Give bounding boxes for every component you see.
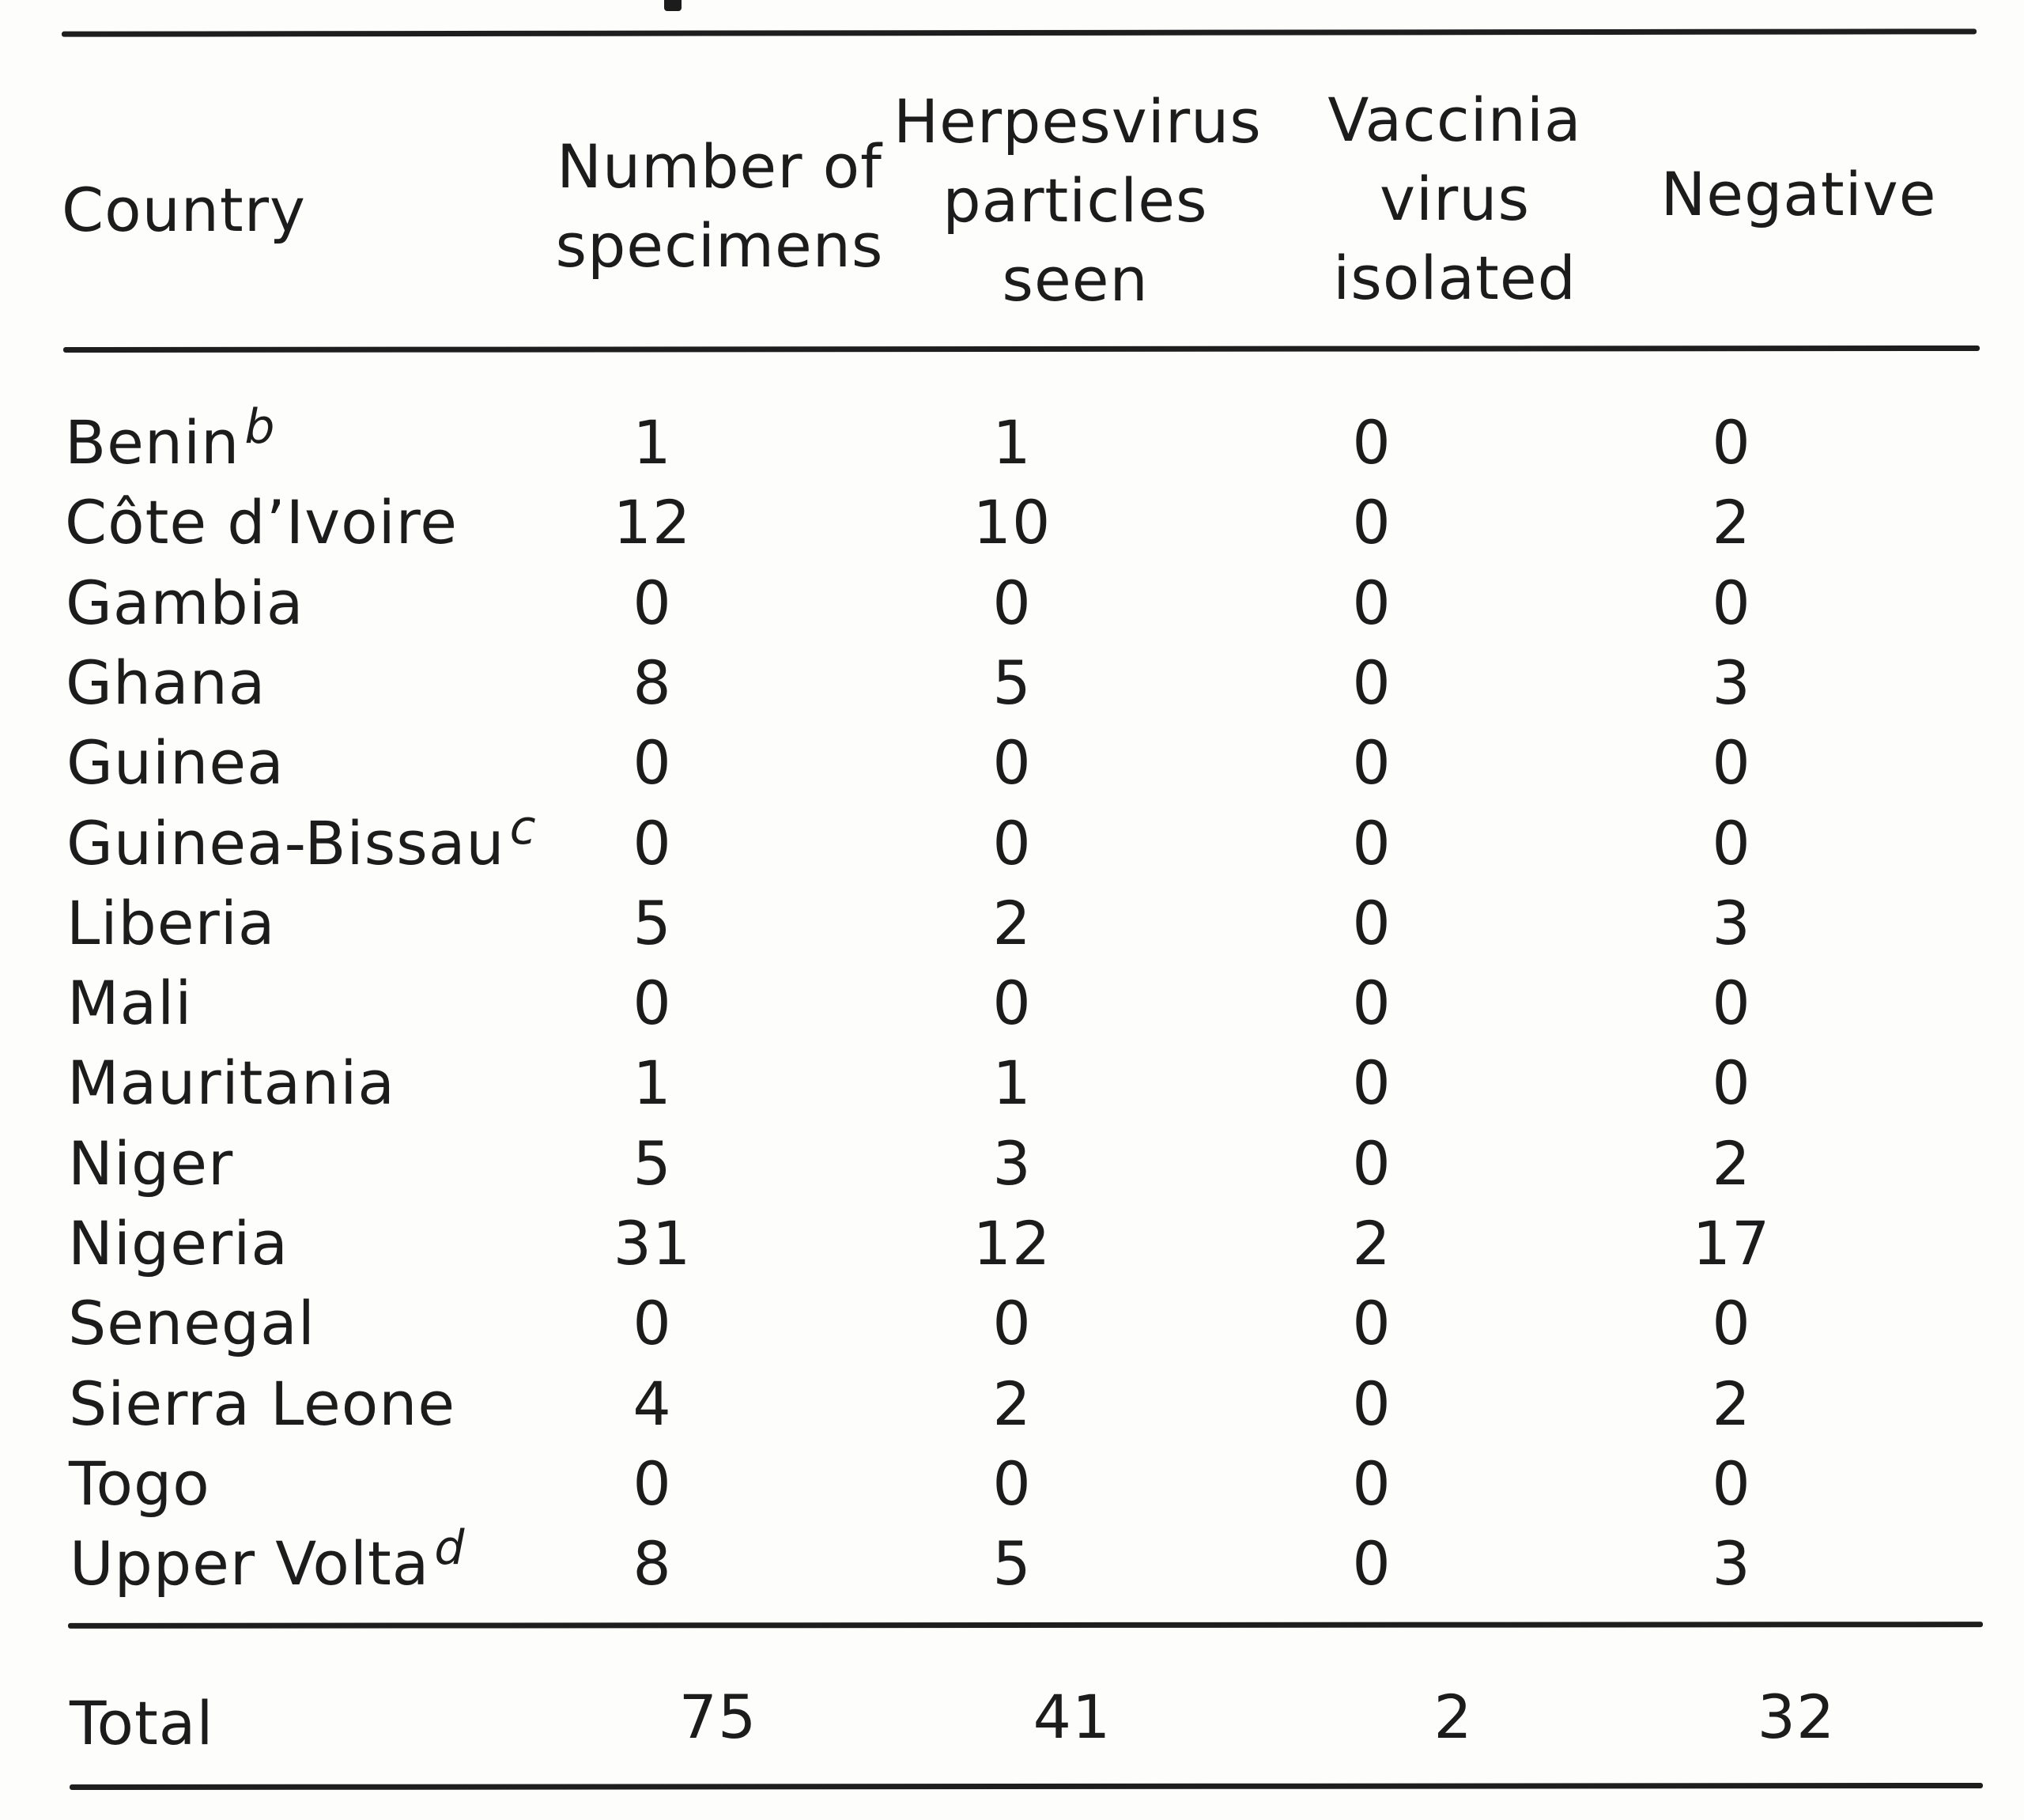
cell-herpesvirus: 0 bbox=[992, 727, 1032, 798]
table-bottom-rule bbox=[70, 1783, 1983, 1790]
cell-negative: 3 bbox=[1712, 1528, 1751, 1599]
cell-country bbox=[68, 1128, 234, 1199]
country-name: Niger bbox=[68, 1128, 234, 1199]
header-country: Country bbox=[62, 175, 306, 245]
cell-specimens: 5 bbox=[632, 1128, 672, 1199]
country-name: Côte d’Ivoire bbox=[65, 487, 459, 557]
cell-vaccinia: 0 bbox=[1352, 1528, 1392, 1599]
caption-fragment bbox=[664, 0, 682, 11]
cell-vaccinia: 0 bbox=[1352, 888, 1392, 958]
country-name: Mali bbox=[67, 968, 193, 1038]
cell-herpesvirus: 0 bbox=[992, 568, 1032, 638]
total-negative: 32 bbox=[1757, 1682, 1836, 1752]
cell-specimens: 1 bbox=[632, 407, 672, 478]
cell-negative: 0 bbox=[1712, 968, 1751, 1038]
country-name: Upper Volta bbox=[70, 1528, 430, 1599]
country-name: Guinea-Bissau bbox=[66, 808, 505, 878]
cell-negative: 0 bbox=[1712, 568, 1751, 638]
cell-specimens: 0 bbox=[632, 808, 672, 878]
cell-country bbox=[65, 487, 459, 557]
cell-negative: 0 bbox=[1712, 1288, 1751, 1358]
cell-negative: 3 bbox=[1712, 648, 1751, 718]
cell-country bbox=[66, 648, 266, 718]
cell-specimens: 31 bbox=[613, 1208, 692, 1278]
cell-herpesvirus: 10 bbox=[972, 487, 1052, 557]
cell-country bbox=[66, 888, 276, 958]
country-name: Guinea bbox=[66, 727, 285, 798]
footnote-marker: c bbox=[509, 800, 537, 855]
header-specimens: Number of specimens bbox=[555, 131, 884, 281]
cell-specimens: 5 bbox=[632, 888, 672, 958]
cell-specimens: 4 bbox=[632, 1369, 672, 1439]
cell-specimens: 0 bbox=[632, 1448, 672, 1519]
cell-herpesvirus: 0 bbox=[992, 808, 1032, 878]
total-specimens: 75 bbox=[678, 1682, 757, 1752]
cell-herpesvirus: 2 bbox=[992, 888, 1032, 958]
cell-vaccinia: 0 bbox=[1352, 568, 1392, 638]
cell-herpesvirus: 0 bbox=[992, 1448, 1032, 1519]
cell-vaccinia: 0 bbox=[1352, 1128, 1392, 1199]
country-name: Senegal bbox=[68, 1288, 315, 1358]
header-herpesvirus: Herpesvirus particles seen bbox=[893, 86, 1262, 315]
cell-specimens: 0 bbox=[632, 568, 672, 638]
footnote-marker: d bbox=[434, 1520, 466, 1576]
footnote-marker: b bbox=[244, 399, 276, 455]
country-name: Sierra Leone bbox=[69, 1369, 456, 1439]
cell-negative: 0 bbox=[1712, 808, 1751, 878]
cell-herpesvirus: 12 bbox=[972, 1208, 1052, 1278]
cell-vaccinia: 0 bbox=[1352, 1048, 1392, 1118]
cell-vaccinia: 0 bbox=[1352, 1448, 1392, 1519]
cell-country bbox=[68, 1288, 315, 1358]
cell-specimens: 8 bbox=[632, 1528, 672, 1599]
table-top-rule bbox=[62, 28, 1977, 36]
country-name: Liberia bbox=[66, 888, 276, 958]
cell-country bbox=[70, 1520, 466, 1599]
country-name: Ghana bbox=[66, 648, 266, 718]
cell-negative: 0 bbox=[1712, 727, 1751, 798]
cell-negative: 2 bbox=[1712, 1369, 1751, 1439]
cell-specimens: 0 bbox=[632, 968, 672, 1038]
cell-herpesvirus: 5 bbox=[992, 1528, 1032, 1599]
table-header-rule bbox=[63, 345, 1980, 353]
cell-specimens: 12 bbox=[613, 487, 692, 557]
cell-country bbox=[66, 727, 285, 798]
cell-vaccinia: 0 bbox=[1352, 1369, 1392, 1439]
cell-country bbox=[68, 1208, 289, 1278]
cell-negative: 0 bbox=[1712, 407, 1751, 478]
cell-specimens: 0 bbox=[632, 1288, 672, 1358]
total-herpesvirus: 41 bbox=[1033, 1682, 1112, 1752]
country-name: Togo bbox=[69, 1448, 210, 1519]
country-name: Mauritania bbox=[67, 1048, 395, 1118]
table-body-rule bbox=[68, 1622, 1983, 1629]
cell-specimens: 0 bbox=[632, 727, 672, 798]
cell-herpesvirus: 2 bbox=[992, 1369, 1032, 1439]
cell-herpesvirus: 0 bbox=[992, 968, 1032, 1038]
cell-vaccinia: 0 bbox=[1352, 727, 1392, 798]
cell-herpesvirus: 0 bbox=[992, 1288, 1032, 1358]
cell-country bbox=[66, 568, 304, 638]
cell-country bbox=[65, 399, 276, 478]
cell-vaccinia: 0 bbox=[1352, 648, 1392, 718]
cell-vaccinia: 0 bbox=[1352, 968, 1392, 1038]
cell-negative: 0 bbox=[1712, 1448, 1751, 1519]
cell-negative: 3 bbox=[1712, 888, 1751, 958]
cell-herpesvirus: 5 bbox=[992, 648, 1032, 718]
cell-vaccinia: 0 bbox=[1352, 407, 1392, 478]
total-vaccinia: 2 bbox=[1433, 1682, 1473, 1752]
cell-vaccinia: 0 bbox=[1352, 1288, 1392, 1358]
cell-specimens: 8 bbox=[632, 648, 672, 718]
cell-country bbox=[66, 800, 537, 878]
header-negative: Negative bbox=[1660, 159, 1937, 229]
header-vaccinia: Vaccinia virus isolated bbox=[1327, 85, 1582, 313]
cell-specimens: 1 bbox=[632, 1048, 672, 1118]
cell-country bbox=[67, 968, 193, 1038]
country-name: Nigeria bbox=[68, 1208, 289, 1278]
country-name: Benin bbox=[65, 407, 240, 478]
cell-negative: 2 bbox=[1712, 1128, 1751, 1199]
cell-negative: 2 bbox=[1712, 487, 1751, 557]
cell-negative: 0 bbox=[1712, 1048, 1751, 1118]
cell-country bbox=[67, 1048, 395, 1118]
cell-vaccinia: 0 bbox=[1352, 808, 1392, 878]
cell-herpesvirus: 1 bbox=[992, 407, 1032, 478]
cell-herpesvirus: 3 bbox=[992, 1128, 1032, 1199]
cell-negative: 17 bbox=[1692, 1208, 1771, 1278]
cell-country bbox=[69, 1448, 210, 1519]
total-label: Total bbox=[70, 1688, 214, 1758]
cell-vaccinia: 0 bbox=[1352, 487, 1392, 557]
cell-herpesvirus: 1 bbox=[992, 1048, 1032, 1118]
country-name: Gambia bbox=[66, 568, 304, 638]
cell-country bbox=[69, 1369, 456, 1439]
cell-vaccinia: 2 bbox=[1352, 1208, 1392, 1278]
